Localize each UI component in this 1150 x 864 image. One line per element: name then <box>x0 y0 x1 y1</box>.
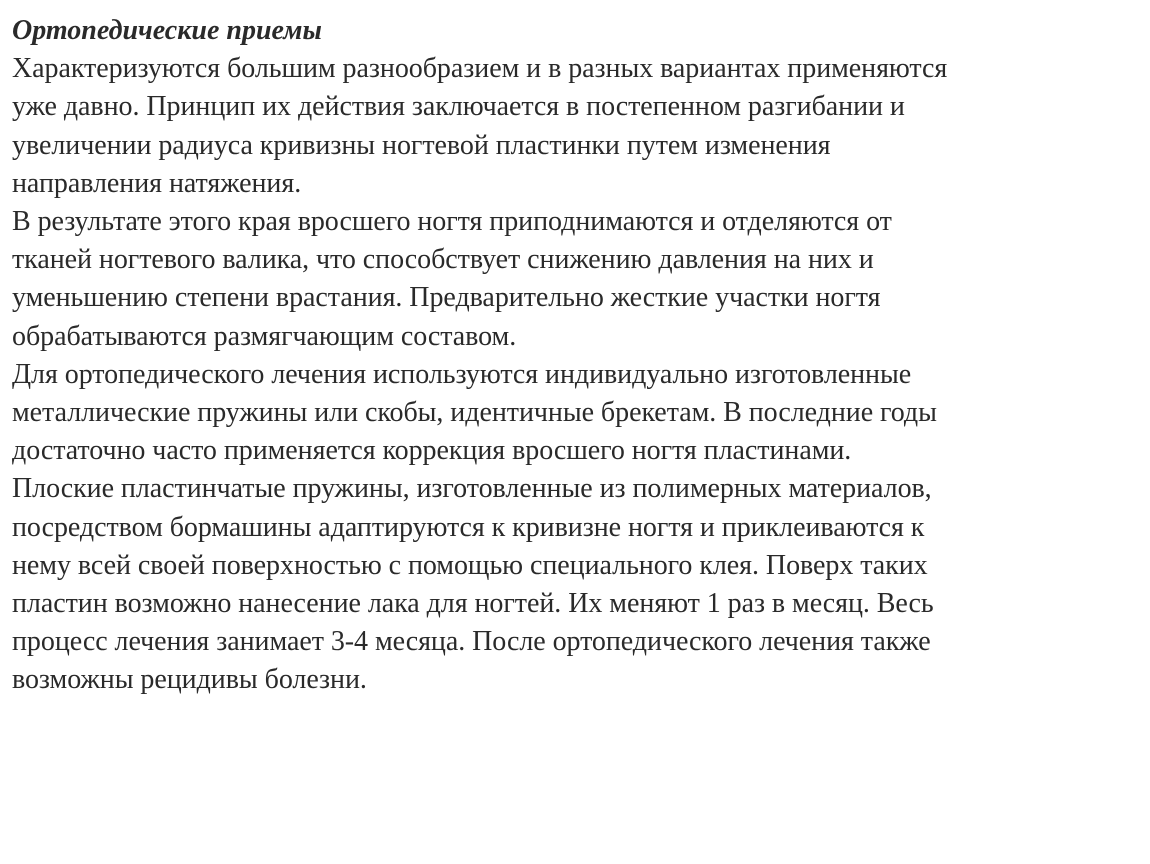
text-line: направления натяжения. <box>12 167 302 199</box>
text-line: металлические пружины или скобы, идентичные брекетам. В последние годы <box>12 397 937 429</box>
text-line: увеличении радиуса кривизны ногтевой пластинки путем изменения <box>12 129 831 161</box>
text-line: уменьшению степени врастания. Предварительно жесткие участки ногтя <box>12 282 881 314</box>
text-line: тканей ногтевого валика, что способствует снижению давления на них и <box>12 244 874 276</box>
text-line: пластин возможно нанесение лака для ногтей. Их меняют 1 раз в месяц. Весь <box>12 588 934 620</box>
document-body <box>12 12 1132 700</box>
section-heading: Ортопедические приемы <box>12 15 322 46</box>
text-line: процесс лечения занимает 3-4 месяца. После ортопедического лечения также <box>12 626 931 658</box>
text-line: Для ортопедического лечения используются индивидуально изготовленные <box>12 358 912 390</box>
text-line: обрабатываются размягчающим составом. <box>12 320 517 352</box>
text-line: Плоские пластинчатые пружины, изготовленные из полимерных материалов, <box>12 473 932 505</box>
text-line: В результате этого края вросшего ногтя приподнимаются и отделяются от <box>12 206 892 238</box>
text-line: Характеризуются большим разнообразием и в разных вариантах применяются <box>12 53 948 85</box>
text-line: уже давно. Принцип их действия заключается в постепенном разгибании и <box>12 91 905 123</box>
text-line: достаточно часто применяется коррекция вросшего ногтя пластинами. <box>12 435 852 467</box>
text-line: нему всей своей поверхностью с помощью специального клея. Поверх таких <box>12 549 928 581</box>
text-line: возможны рецидивы болезни. <box>12 664 367 696</box>
text-line: посредством бормашины адаптируются к кривизне ногтя и приклеиваются к <box>12 511 925 543</box>
